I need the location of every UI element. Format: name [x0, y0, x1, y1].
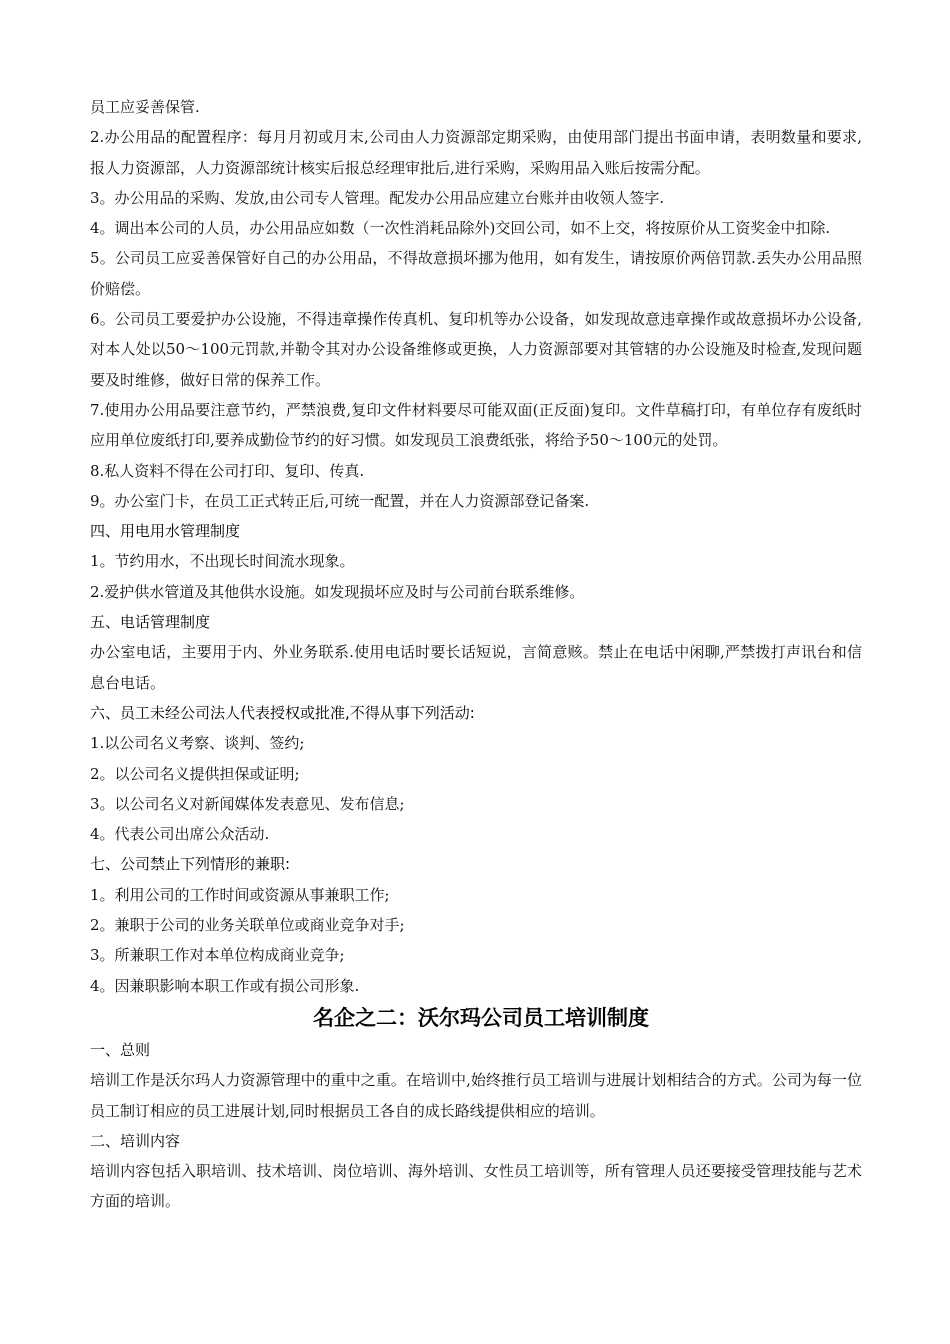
paragraph: 2.爱护供水管道及其他供水设施。如发现损坏应及时与公司前台联系维修。 — [90, 582, 585, 601]
paragraph: 办公室电话，主要用于内、外业务联系.使用电话时要长话短说，言简意赅。禁止在电话中闲聊,严禁拨打声讯台和信息台电话。 — [90, 643, 862, 692]
paragraph: 培训工作是沃尔玛人力资源管理中的重中之重。在培训中,始终推行员工培训与进展计划相结合的方式。公司为每一位员工制订相应的员工进展计划,同时根据员工各自的成长路线提供相应的培训。 — [90, 1071, 862, 1120]
paragraph: 2。以公司名义提供担保或证明; — [90, 764, 300, 783]
section-heading-telephone: 五、电话管理制度 — [90, 613, 211, 632]
paragraph: 4。因兼职影响本职工作或有损公司形象. — [90, 976, 360, 995]
section-heading-training-content: 二、培训内容 — [90, 1131, 181, 1150]
paragraph: 2。兼职于公司的业务关联单位或商业竞争对手; — [90, 916, 405, 935]
paragraph: 2.办公用品的配置程序：每月月初或月末,公司由人力资源部定期采购，由使用部门提出书面申请，表明数量和要求,报人力资源部，人力资源部统计核实后报总经理审批后,进行采购，采购用品入账后按需分配。 — [90, 128, 862, 177]
paragraph: 7.使用办公用品要注意节约，严禁浪费,复印文件材料要尽可能双面(正反面)复印。文件草稿打印，有单位存有废纸时应用单位废纸打印,要养成勤俭节约的好习惯。如发现员工浪费纸张，将给予50～100元的处罚。 — [90, 400, 862, 450]
paragraph: 4。代表公司出席公众活动. — [90, 825, 270, 844]
paragraph: 4。调出本公司的人员，办公用品应如数（一次性消耗品除外)交回公司，如不上交，将按原价从工资奖金中扣除. — [90, 219, 831, 238]
paragraph: 3。以公司名义对新闻媒体发表意见、发布信息; — [90, 794, 405, 813]
paragraph: 培训内容包括入职培训、技术培训、岗位培训、海外培训、女性员工培训等，所有管理人员还要接受管理技能与艺术方面的培训。 — [90, 1162, 862, 1211]
section-heading-general: 一、总则 — [90, 1040, 151, 1059]
section-heading-part-time-jobs: 七、公司禁止下列情形的兼职: — [90, 855, 291, 874]
document-title: 名企之二：沃尔玛公司员工培训制度 — [313, 1005, 649, 1030]
paragraph: 8.私人资料不得在公司打印、复印、传真. — [90, 461, 365, 480]
paragraph: 5。公司员工应妥善保管好自己的办公用品，不得故意损坏挪为他用，如有发生，请按原价两倍罚款.丢失办公用品照价赔偿。 — [90, 249, 862, 298]
paragraph: 3。所兼职工作对本单位构成商业竞争; — [90, 946, 345, 965]
paragraph: 1。节约用水，不出现长时间流水现象。 — [90, 552, 355, 571]
section-heading-prohibited-activities: 六、员工未经公司法人代表授权或批准,不得从事下列活动: — [90, 703, 475, 722]
paragraph: 1。利用公司的工作时间或资源从事兼职工作; — [90, 885, 390, 904]
paragraph: 3。办公用品的采购、发放,由公司专人管理。配发办公用品应建立台账并由收领人签字. — [90, 188, 665, 207]
paragraph: 9。办公室门卡，在员工正式转正后,可统一配置，并在人力资源部登记备案. — [90, 491, 590, 510]
paragraph: 6。公司员工要爱护办公设施，不得违章操作传真机、复印机等办公设备，如发现故意违章操作或故意损坏办公设备,对本人处以50～100元罚款,并勒令其对办公设备维修或更换，人力资源部要对其管辖的办公设施及时检查,发现问题要及时维修，做好日常的保养工作。 — [90, 310, 862, 389]
paragraph: 1.以公司名义考察、谈判、签约; — [90, 734, 305, 753]
paragraph: 员工应妥善保管. — [90, 98, 200, 116]
section-heading-water-electricity: 四、用电用水管理制度 — [90, 522, 241, 541]
